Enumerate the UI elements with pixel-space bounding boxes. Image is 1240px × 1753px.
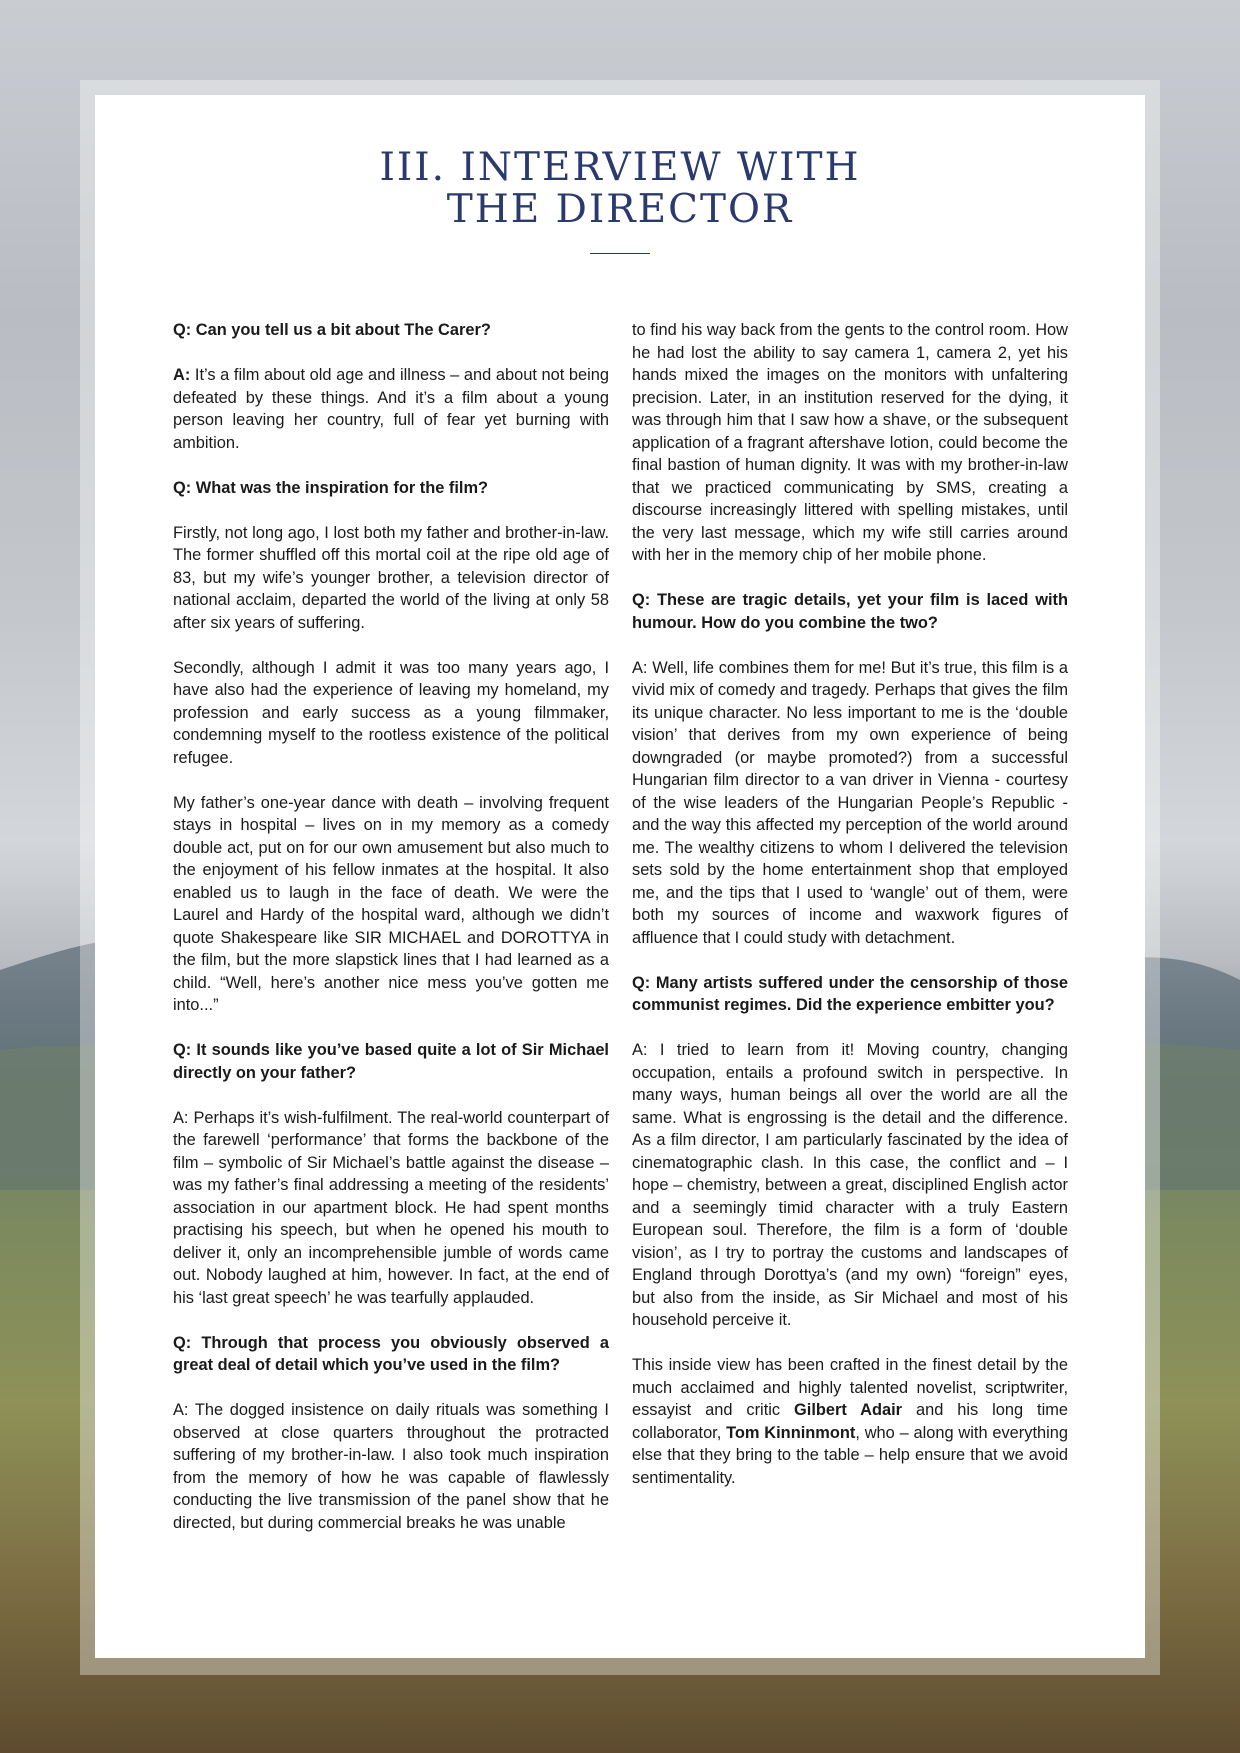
question-2: Q: What was the inspiration for the film? bbox=[173, 478, 489, 497]
closing-paragraph bbox=[632, 1354, 1068, 1489]
answer-2-paragraph-1: Firstly, not long ago, I lost both my father and brother-in-law. The former shuffled off this mortal coil at the ripe old age of 83, but my wife’s younger brother, a television director of national acclaim, departed the world of the living at only 58 after six years of suffering. bbox=[173, 523, 609, 632]
page-title bbox=[95, 147, 1145, 231]
collaborator-name-2: Tom Kinninmont bbox=[726, 1423, 856, 1442]
title-line-2: THE DIRECTOR bbox=[446, 187, 794, 232]
right-column bbox=[632, 319, 1068, 1512]
question-6: Q: Many artists suffered under the censorship of those communist regimes. Did the experience embitter you? bbox=[632, 973, 1068, 1014]
question-5: Q: These are tragic details, yet your film is laced with humour. How do you combine the two? bbox=[632, 591, 1068, 632]
collaborator-name-1: Gilbert Adair bbox=[794, 1401, 903, 1419]
left-column bbox=[173, 319, 609, 1557]
answer-5: A: Well, life combines them for me! But it’s true, this film is a vivid mix of comedy and tragedy. Perhaps that gives the film its unique character. No less important to me is the ‘double vision’ that derives from my own experience of being downgraded (or maybe promoted?) from a successful Hungarian film director to a van driver in Vienna - courtesy of the wise leaders of the Hungarian People’s Republic - and the way this affected my perception of the world around me. The wealthy citizens to whom I delivered the television sets sold by the home entertainment shop that employed me, and the tips that I used to ‘wangle’ out of them, were both my sources of income and waxwork figures of affluence that I could study with detachment. bbox=[632, 658, 1068, 947]
answer-1 bbox=[173, 364, 609, 454]
answer-2-paragraph-2: Secondly, although I admit it was too many years ago, I have also had the experience of leaving my homeland, my profession and early success as a young filmmaker, condemning myself to the rootless existence of the political refugee. bbox=[173, 658, 609, 767]
answer-6: A: I tried to learn from it! Moving country, changing occupation, entails a profound switch in perspective. In many ways, human beings all over the world are all the same. What is engrossing is the detail and the difference. As a film director, I am particularly fascinated by the idea of cinematographic clash. In this case, the conflict and – I hope – chemistry, between a great, disciplined English actor and a seemingly timid character with a truly Eastern European soul. Therefore, the film is a form of ‘double vision’, as I try to portray the customs and landscapes of England through Dorottya’s (and my own) “foreign” eyes, but also from the inside, as Sir Michael and most of his household perceive it. bbox=[632, 1041, 1068, 1329]
answer-1-text: It’s a film about old age and illness – and about not being defeated by these things. And it’s a film about a young person leaving her country, full of fear yet burning with ambition. bbox=[173, 366, 609, 452]
answer-2-paragraph-3: My father’s one-year dance with death – involving frequent stays in hospital – lives on in my memory as a comedy double act, put on for our own amusement but also much to the enjoyment of his fellow inmates at the hospital. It also enabled us to laugh in the face of death. We were the Laurel and Hardy of the hospital ward, although we didn’t quote Shakespeare like SIR MICHAEL and DOROTTYA in the film, but the more slapstick lines that I had learned as a child. “Well, here’s another nice mess you’ve gotten me into...” bbox=[173, 793, 609, 1014]
closing-text-3: , who – along with everything else that they bring to the table – help ensure that we avoid sentimentality. bbox=[632, 1423, 1068, 1487]
answer-label: A: bbox=[173, 366, 191, 384]
answer-4-start: A: The dogged insistence on daily rituals was something I observed at close quarters throughout the protracted suffering of my brother-in-law. I also took much inspiration from the memory of how he was capable of flawlessly conducting the live transmission of the panel show that he directed, but during commercial breaks he was unable bbox=[173, 1401, 609, 1532]
title-divider bbox=[590, 253, 650, 254]
document-page bbox=[95, 95, 1145, 1658]
answer-4-continued: to find his way back from the gents to the control room. How he had lost the ability to say camera 1, camera 2, yet his hands mixed the images on the monitors with unfaltering precision. Later, in an institution reserved for the dying, it was through him that I saw how a shave, or the subsequent application of a fragrant aftershave lotion, could become the final bastion of human dignity. It was with my brother-in-law that we practiced communicating by SMS, creating a discourse increasingly littered with spelling mistakes, until the very last message, which my wife still carries around with her in the memory chip of her mobile phone. bbox=[632, 321, 1068, 564]
question-1: Q: Can you tell us a bit about The Carer? bbox=[173, 321, 491, 339]
title-line-1: III. INTERVIEW WITH bbox=[379, 145, 861, 190]
question-4: Q: Through that process you obviously observed a great deal of detail which you’ve used in the film? bbox=[173, 1333, 609, 1374]
closing-text-2: and his long time collaborator, bbox=[632, 1401, 1069, 1442]
answer-3: A: Perhaps it’s wish-fulfilment. The real-world counterpart of the farewell ‘performance’ that forms the backbone of the film – symbolic of Sir Michael’s battle against the disease – was my father’s final addressing a meeting of the residents’ association in our apartment block. He had spent months practising his speech, but when he opened his mouth to deliver it, only an incomprehensible jumble of words came out. Nobody laughed at him, however. In fact, at the end of his ‘last great speech’ he was tearfully applauded. bbox=[173, 1108, 609, 1307]
question-3: Q: It sounds like you’ve based quite a lot of Sir Michael directly on your father? bbox=[173, 1041, 609, 1082]
closing-text-1: This inside view has been crafted in the finest detail by the much acclaimed and highly talented novelist, scriptwriter, essayist and critic bbox=[632, 1356, 1068, 1419]
